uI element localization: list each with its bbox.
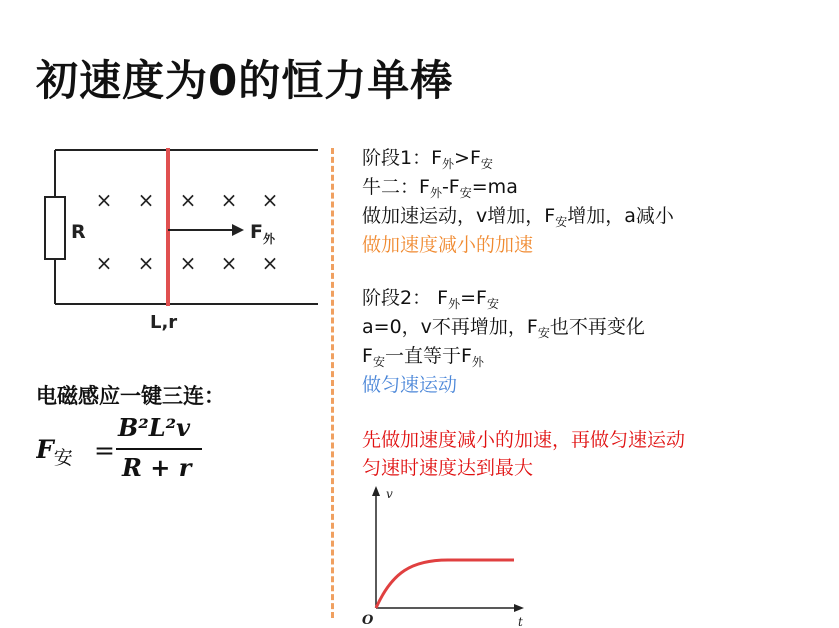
x-axis-arrow bbox=[514, 604, 524, 612]
stage-1-heading: 阶段1：$F_外>F_安$ bbox=[362, 147, 493, 171]
stage-2-block bbox=[362, 284, 645, 400]
field-cross: × bbox=[220, 188, 238, 212]
force-label: $F_外$ bbox=[250, 221, 275, 246]
formula-equals: = bbox=[94, 436, 115, 465]
field-cross: × bbox=[261, 251, 279, 275]
stage-1-motion: 做加速运动，v增加，$F_安$增加，a减小 bbox=[362, 205, 674, 229]
formula-denominator: R + r bbox=[122, 453, 192, 482]
velocity-curve bbox=[376, 560, 514, 608]
field-cross: × bbox=[179, 251, 197, 275]
origin-label: O bbox=[362, 613, 374, 628]
field-cross: × bbox=[95, 251, 113, 275]
dashed-divider bbox=[331, 148, 334, 618]
stage-2-heading: 阶段2： $F_外=F_安$ bbox=[362, 287, 499, 311]
summary-block bbox=[362, 426, 685, 482]
magnetic-field-row-1 bbox=[96, 188, 279, 212]
magnetic-field-row-2 bbox=[96, 251, 279, 275]
rod-label: L,r bbox=[150, 312, 178, 333]
force-arrow-head bbox=[232, 224, 244, 236]
resistor bbox=[45, 197, 65, 259]
field-cross: × bbox=[261, 188, 279, 212]
y-axis-arrow bbox=[372, 486, 380, 496]
stage-2-equality: $F_安$一直等于$F_外$ bbox=[362, 345, 484, 369]
stage-1-newton-law: 牛二：$F_外-F_安=ma$ bbox=[362, 176, 518, 200]
summary-line-2: 匀速时速度达到最大 bbox=[362, 457, 534, 479]
resistor-label: R bbox=[71, 221, 86, 243]
stage-1-block bbox=[362, 144, 674, 260]
stage-2-acceleration: a=0，v不再增加，$F_安$也不再变化 bbox=[362, 316, 645, 340]
velocity-time-graph bbox=[352, 482, 532, 628]
page-title: 初速度为0的恒力单棒 bbox=[36, 56, 454, 105]
field-cross: × bbox=[95, 188, 113, 212]
summary-line-1: 先做加速度减小的加速，再做匀速运动 bbox=[362, 429, 686, 451]
field-cross: × bbox=[179, 188, 197, 212]
ampere-force-formula bbox=[36, 412, 256, 484]
circuit-diagram bbox=[0, 0, 330, 340]
formula-lhs: $F_安$ bbox=[36, 435, 73, 469]
y-axis-label: v bbox=[386, 487, 393, 501]
em-induction-label: 电磁感应一键三连： bbox=[36, 384, 225, 408]
field-cross: × bbox=[137, 188, 155, 212]
stage-2-conclusion: 做匀速运动 bbox=[362, 374, 458, 396]
field-cross: × bbox=[220, 251, 238, 275]
stage-1-conclusion: 做加速度减小的加速 bbox=[362, 234, 534, 256]
field-cross: × bbox=[137, 251, 155, 275]
x-axis-label: t bbox=[518, 615, 523, 628]
formula-numerator: B²L²v bbox=[118, 413, 191, 442]
